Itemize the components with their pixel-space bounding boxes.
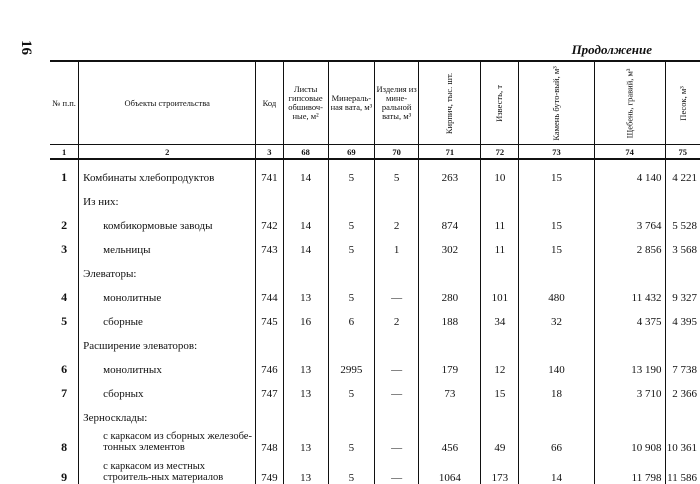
gravel-cell: 11 432 (594, 280, 665, 304)
header-objects: Объекты строительства (79, 61, 256, 145)
sand-cell: 10 361 (665, 424, 700, 454)
header-wool-products: Изделия из мине-ральной ваты, м³ (375, 61, 419, 145)
materials-table (50, 60, 700, 484)
row-number (50, 328, 79, 352)
row-number: 3 (61, 241, 68, 256)
wool-products-cell (375, 184, 419, 208)
lime-cell (481, 184, 519, 208)
lime-cell (481, 328, 519, 352)
object-name: монолитные (79, 280, 256, 304)
row-number: 8 (61, 439, 68, 454)
gypsum-cell (283, 184, 328, 208)
sand-cell (665, 400, 700, 424)
wool-cell: 5 (328, 159, 374, 184)
row-number (50, 256, 79, 280)
row-number: 7 (61, 385, 68, 400)
brick-cell: 874 (419, 208, 481, 232)
object-name: Зерносклады: (79, 400, 256, 424)
wool-products-cell (375, 328, 419, 352)
sand-cell (665, 256, 700, 280)
gypsum-cell (283, 400, 328, 424)
header-no: № п.п. (50, 61, 79, 145)
lime-cell: 49 (481, 424, 519, 454)
table-row (50, 208, 700, 232)
col-index: 1 (50, 145, 79, 160)
rubble-cell: 66 (519, 424, 594, 454)
gypsum-cell (283, 256, 328, 280)
code-cell (256, 328, 283, 352)
wool-cell: 5 (328, 208, 374, 232)
gypsum-cell: 14 (283, 208, 328, 232)
header-gypsum: Листы гипсовые обшивоч-ные, м² (283, 61, 328, 145)
sand-cell: 9 327 (665, 280, 700, 304)
lime-cell: 12 (481, 352, 519, 376)
table-row (50, 280, 700, 304)
wool-products-cell: — (375, 454, 419, 484)
row-number: 6 (61, 361, 68, 376)
page-number: 16 (18, 40, 34, 55)
code-cell: 745 (256, 304, 283, 328)
gravel-cell: 4 140 (594, 159, 665, 184)
object-name: мельницы (79, 232, 256, 256)
gravel-cell: 4 375 (594, 304, 665, 328)
object-name: Элеваторы: (79, 256, 256, 280)
row-number: 9 (61, 469, 68, 484)
object-name: с каркасом из местных строитель-ных материалов (79, 454, 256, 484)
brick-cell: 456 (419, 424, 481, 454)
wool-cell (328, 328, 374, 352)
object-name: монолитных (79, 352, 256, 376)
column-index-row (50, 145, 700, 160)
lime-cell: 15 (481, 376, 519, 400)
header-sand: Песок, м³ (665, 61, 700, 145)
object-name: Комбинаты хлебопродуктов (79, 159, 256, 184)
gypsum-cell: 14 (283, 159, 328, 184)
rubble-cell: 14 (519, 454, 594, 484)
header-gravel: Щебень, гравий, м³ (594, 61, 665, 145)
object-name: Расширение элеваторов: (79, 328, 256, 352)
wool-products-cell (375, 400, 419, 424)
code-cell: 742 (256, 208, 283, 232)
rubble-cell (519, 328, 594, 352)
wool-products-cell: — (375, 352, 419, 376)
gravel-cell (594, 184, 665, 208)
brick-cell: 302 (419, 232, 481, 256)
lime-cell (481, 256, 519, 280)
code-cell (256, 400, 283, 424)
wool-products-cell: 2 (375, 304, 419, 328)
sand-cell: 2 366 (665, 376, 700, 400)
lime-cell: 173 (481, 454, 519, 484)
continuation-label: Продолжение (571, 42, 652, 57)
code-cell (256, 256, 283, 280)
brick-cell: 280 (419, 280, 481, 304)
sand-cell: 3 568 (665, 232, 700, 256)
rubble-cell: 32 (519, 304, 594, 328)
gravel-cell: 3 764 (594, 208, 665, 232)
table-row (50, 376, 700, 400)
row-number (50, 184, 79, 208)
gypsum-cell: 13 (283, 280, 328, 304)
wool-cell: 2995 (328, 352, 374, 376)
sand-cell: 11 586 (665, 454, 700, 484)
rubble-cell: 15 (519, 208, 594, 232)
wool-products-cell: — (375, 280, 419, 304)
brick-cell: 263 (419, 159, 481, 184)
gypsum-cell: 13 (283, 352, 328, 376)
rubble-cell (519, 256, 594, 280)
rubble-cell (519, 184, 594, 208)
gravel-cell: 11 798 (594, 454, 665, 484)
wool-cell: 6 (328, 304, 374, 328)
lime-cell: 34 (481, 304, 519, 328)
table-row (50, 184, 700, 208)
header-row (50, 61, 700, 145)
col-index: 2 (79, 145, 256, 160)
row-number (50, 400, 79, 424)
wool-cell: 5 (328, 280, 374, 304)
code-cell: 748 (256, 424, 283, 454)
code-cell: 746 (256, 352, 283, 376)
col-index: 69 (328, 145, 374, 160)
header-wool: Минераль-ная вата, м³ (328, 61, 374, 145)
rubble-cell: 140 (519, 352, 594, 376)
table-row (50, 159, 700, 184)
brick-cell: 1064 (419, 454, 481, 484)
wool-cell: 5 (328, 232, 374, 256)
wool-products-cell: — (375, 424, 419, 454)
brick-cell: 179 (419, 352, 481, 376)
object-name: сборных (79, 376, 256, 400)
col-index: 72 (481, 145, 519, 160)
header-lime: Известь, т (481, 61, 519, 145)
row-number: 5 (61, 313, 68, 328)
table-row (50, 400, 700, 424)
gravel-cell: 2 856 (594, 232, 665, 256)
col-index: 75 (665, 145, 700, 160)
sand-cell: 7 738 (665, 352, 700, 376)
table-row (50, 232, 700, 256)
code-cell: 747 (256, 376, 283, 400)
table-row (50, 424, 700, 454)
col-index: 70 (375, 145, 419, 160)
col-index: 68 (283, 145, 328, 160)
gravel-cell (594, 400, 665, 424)
table-row (50, 328, 700, 352)
wool-cell (328, 184, 374, 208)
brick-cell (419, 256, 481, 280)
code-cell (256, 184, 283, 208)
gravel-cell (594, 328, 665, 352)
object-name: сборные (79, 304, 256, 328)
rubble-cell: 15 (519, 159, 594, 184)
header-code: Код (256, 61, 283, 145)
code-cell: 743 (256, 232, 283, 256)
sand-cell: 5 528 (665, 208, 700, 232)
table-row (50, 352, 700, 376)
rubble-cell: 15 (519, 232, 594, 256)
gypsum-cell: 13 (283, 376, 328, 400)
rubble-cell (519, 400, 594, 424)
wool-products-cell (375, 256, 419, 280)
col-index: 3 (256, 145, 283, 160)
wool-cell: 5 (328, 424, 374, 454)
rubble-cell: 480 (519, 280, 594, 304)
row-number: 4 (61, 289, 68, 304)
gravel-cell: 10 908 (594, 424, 665, 454)
header-rubble: Камень буто-вый, м³ (519, 61, 594, 145)
gravel-cell: 3 710 (594, 376, 665, 400)
lime-cell: 101 (481, 280, 519, 304)
row-number: 1 (61, 169, 68, 184)
gypsum-cell (283, 328, 328, 352)
wool-cell: 5 (328, 454, 374, 484)
brick-cell: 73 (419, 376, 481, 400)
lime-cell (481, 400, 519, 424)
lime-cell: 11 (481, 232, 519, 256)
code-cell: 744 (256, 280, 283, 304)
brick-cell (419, 328, 481, 352)
rubble-cell: 18 (519, 376, 594, 400)
sand-cell: 4 221 (665, 159, 700, 184)
table-row (50, 256, 700, 280)
wool-cell: 5 (328, 376, 374, 400)
wool-products-cell: 5 (375, 159, 419, 184)
wool-products-cell: — (375, 376, 419, 400)
brick-cell (419, 184, 481, 208)
gypsum-cell: 14 (283, 232, 328, 256)
brick-cell: 188 (419, 304, 481, 328)
wool-cell (328, 256, 374, 280)
code-cell: 741 (256, 159, 283, 184)
row-number: 2 (61, 217, 68, 232)
object-name: с каркасом из сборных железобе-тонных элементов (79, 424, 256, 454)
gypsum-cell: 16 (283, 304, 328, 328)
sand-cell (665, 328, 700, 352)
wool-products-cell: 1 (375, 232, 419, 256)
code-cell: 749 (256, 454, 283, 484)
sand-cell: 4 395 (665, 304, 700, 328)
brick-cell (419, 400, 481, 424)
sand-cell (665, 184, 700, 208)
gypsum-cell: 13 (283, 424, 328, 454)
gypsum-cell: 13 (283, 454, 328, 484)
header-brick: Кирпич, тыс. шт. (419, 61, 481, 145)
gravel-cell: 13 190 (594, 352, 665, 376)
lime-cell: 10 (481, 159, 519, 184)
table-row (50, 304, 700, 328)
table-body (50, 159, 700, 484)
table-row (50, 454, 700, 484)
lime-cell: 11 (481, 208, 519, 232)
gravel-cell (594, 256, 665, 280)
wool-cell (328, 400, 374, 424)
object-name: Из них: (79, 184, 256, 208)
col-index: 71 (419, 145, 481, 160)
col-index: 73 (519, 145, 594, 160)
col-index: 74 (594, 145, 665, 160)
object-name: комбикормовые заводы (79, 208, 256, 232)
wool-products-cell: 2 (375, 208, 419, 232)
